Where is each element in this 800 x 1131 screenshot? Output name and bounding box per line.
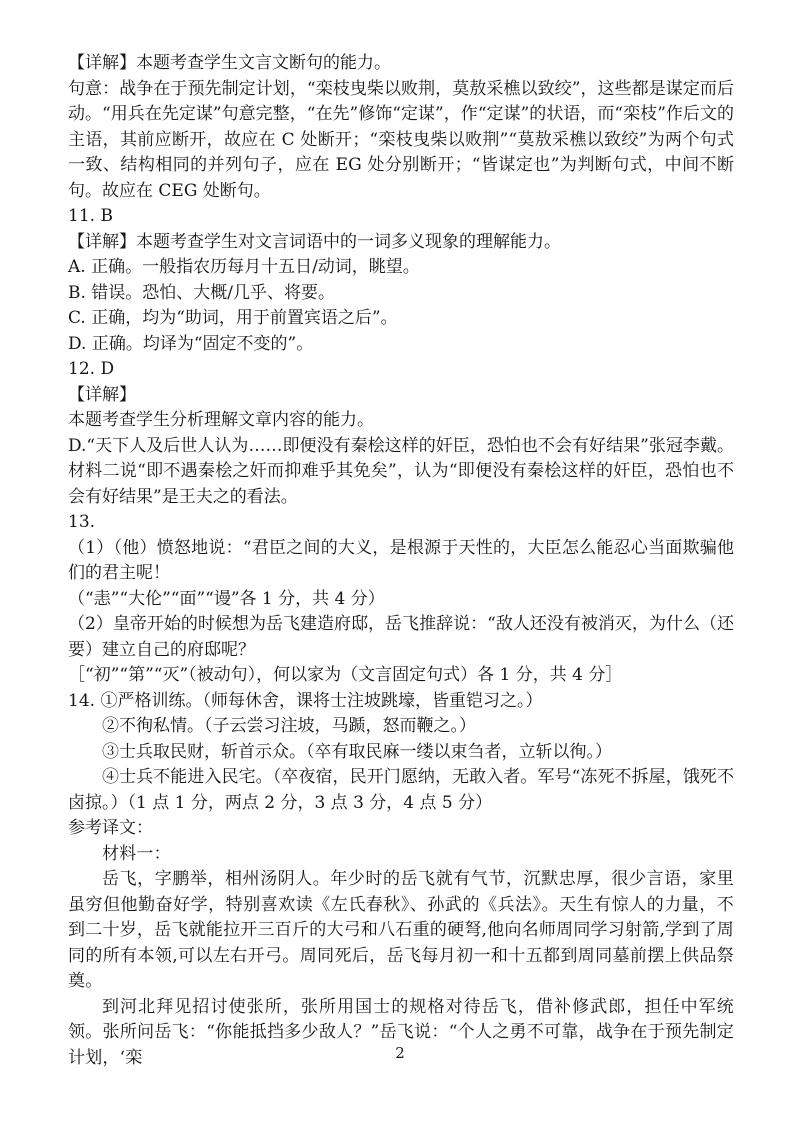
paragraph: 【详解】本题考查学生对文言词语中的一词多义现象的理解能力。 [68,231,561,252]
paragraph: 句意：战争在于预先制定计划，“栾枝曳柴以败荆，莫敖采樵以致绞”，这些都是谋定而后动。“用兵在先定谋”句意完整，“在先”修饰“定谋”，作“定谋”的状语，而“栾枝”作后文的主语，其前应断开，故应在 C 处断开；“栾枝曳柴以败荆”“莫敖采樵以致绞”为两个句式一致、结构相同的并列句子，应在 EG 处分别断开；“皆谋定也”为判断句式，中间不断句。故应在 CEG 处断句。 [68,78,734,201]
paragraph: （“恚”“大伦”“面”“谩”各 1 分，共 4 分） [68,588,385,609]
paragraph: 14. ①严格训练。（师每休舍，课将士注坡跳壕，皆重铠习之。） [68,690,543,711]
paragraph: 材料一： [102,843,171,864]
paragraph: （2）皇帝开始的时候想为岳飞建造府邸，岳飞推辞说：“敌人还没有被消灭，为什么（还要）建立自己的府邸呢？ [68,614,734,660]
paragraph: 【详解】 [68,384,136,405]
paragraph: ②不徇私情。（子云尝习注坡，马踬，怒而鞭之。） [102,716,476,736]
paragraph: ④士兵不能进入民宅。（卒夜宿，民开门愿纳，无敢入者。军号“冻死不拆屋，饿死不卤掠。）（1 点 1 分，两点 2 分，3 点 3 分，4 点 5 分） [68,767,734,813]
paragraph: 本题考查学生分析理解文章内容的能力。 [68,410,374,430]
paragraph: 12. D [68,359,115,379]
paragraph: ［“初”“第”“灭”（被动句），何以家为（文言固定句式）各 1 分，共 4 分］ [68,665,623,685]
paragraph: A. 正确。一般指农历每月十五日/动词，眺望。 [68,257,420,277]
paragraph: 岳飞，字鹏举，相州汤阴人。年少时的岳飞就有气节，沉默忠厚，很少言语，家里虽穷但他勤奋好学，特别喜欢读《左氏春秋》、孙武的《兵法》。天生有惊人的力量，不到二十岁，岳飞就能拉开三百斤的大弓和八石重的硬弩,他向名师周同学习射箭,学到了周同的所有本领,可以左右开弓。周同死后，岳飞每月初一和十五都到周同墓前摆上供品祭奠。 [68,869,734,991]
paragraph: D. 正确。均译为“固定不变的”。 [68,333,314,354]
document-body [68,51,734,1071]
paragraph: B. 错误。恐怕、大概/几乎、将要。 [68,282,336,303]
paragraph: 11. B [68,206,113,226]
paragraph: 【详解】本题考查学生文言文断句的能力。 [68,53,391,73]
page-number: 2 [395,1044,405,1062]
paragraph: 参考译文： [68,818,153,838]
paragraph: 13. [68,512,96,532]
paragraph: D.“天下人及后世人认为……即便没有秦桧这样的奸臣，恐怕也不会有好结果”张冠李戴。材料二说“即不遇秦桧之奸而抑难乎其免矣”，认为“即便没有秦桧这样的奸臣，恐怕也不会有好结果”是王夫之的看法。 [68,435,734,507]
paragraph: 到河北拜见招讨使张所，张所用国士的规格对待岳飞，借补修武郎，担任中军统领。张所问岳飞：“你能抵挡多少敌人？”岳飞说：“个人之勇不可靠，战争在于预先制定计划，‘栾 [68,996,734,1068]
paragraph: （1）（他）愤怒地说：“君臣之间的大义，是根源于天性的，大臣怎么能忍心当面欺骗他们的君主呢！ [68,537,734,583]
paragraph: C. 正确，均为“助词，用于前置宾语之后”。 [68,308,398,328]
paragraph: ③士兵取民财，斩首示众。（卒有取民麻一缕以束刍者，立斩以徇。） [102,741,612,762]
